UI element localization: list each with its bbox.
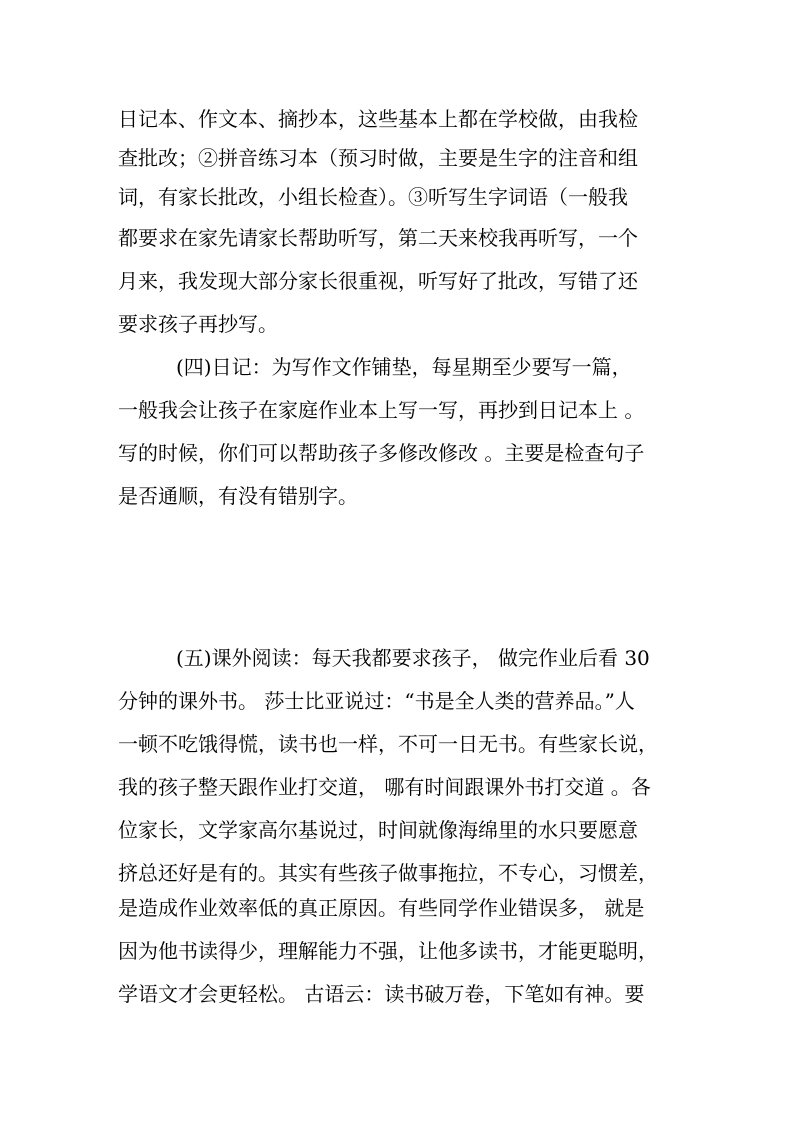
- text-line: 一般我会让孩子在家庭作业本上写一写，再抄到日记本上 。: [118, 398, 645, 422]
- text-line: 位家长，文学家高尔基说过，时间就像海绵里的水只要愿意: [118, 818, 638, 842]
- text-line: 月来，我发现大部分家长很重视，听写好了批改，写错了还: [118, 269, 638, 293]
- text-line: 学语文才会更轻松。 古语云：读书破万卷，下笔如有神。要: [118, 982, 645, 1006]
- text-line: 是造成作业效率低的真正原因。有些同学作业错误多， 就是: [118, 896, 645, 920]
- text-line: 是否通顺，有没有错别字。: [118, 484, 358, 508]
- text-line: 日记本、作文本、摘抄本，这些基本上都在学校做，由我检: [118, 107, 638, 131]
- text-line: 分钟的课外书。 莎士比亚说过：“书是全人类的营养品。”人: [118, 689, 635, 713]
- text-line: (五)课外阅读：每天我都要求孩子， 做完作业后看 30: [176, 646, 650, 670]
- text-line: 查批改；②拼音练习本（预习时做，主要是生字的注音和组: [118, 146, 638, 170]
- text-line: 都要求在家先请家长帮助听写，第二天来校我再听写，一个: [118, 226, 638, 250]
- text-line: 因为他书读得少，理解能力不强，让他多读书，才能更聪明，: [118, 939, 658, 963]
- text-line: (四)日记：为写作文作铺垫，每星期至少要写一篇，: [176, 355, 632, 379]
- text-line: 要求孩子再抄写。: [118, 312, 278, 336]
- text-line: 我的孩子整天跟作业打交道， 哪有时间跟课外书打交道 。各: [118, 775, 651, 799]
- text-line: 词，有家长批改，小组长检查）。③听写生字词语（一般我: [118, 185, 628, 209]
- text-line: 写的时候，你们可以帮助孩子多修改修改 。主要是检查句子: [118, 441, 645, 465]
- text-line: 挤总还好是有的。其实有些孩子做事拖拉，不专心，习惯差，: [118, 861, 658, 885]
- text-line: 一顿不吃饿得慌，读书也一样，不可一日无书。有些家长说，: [118, 732, 658, 756]
